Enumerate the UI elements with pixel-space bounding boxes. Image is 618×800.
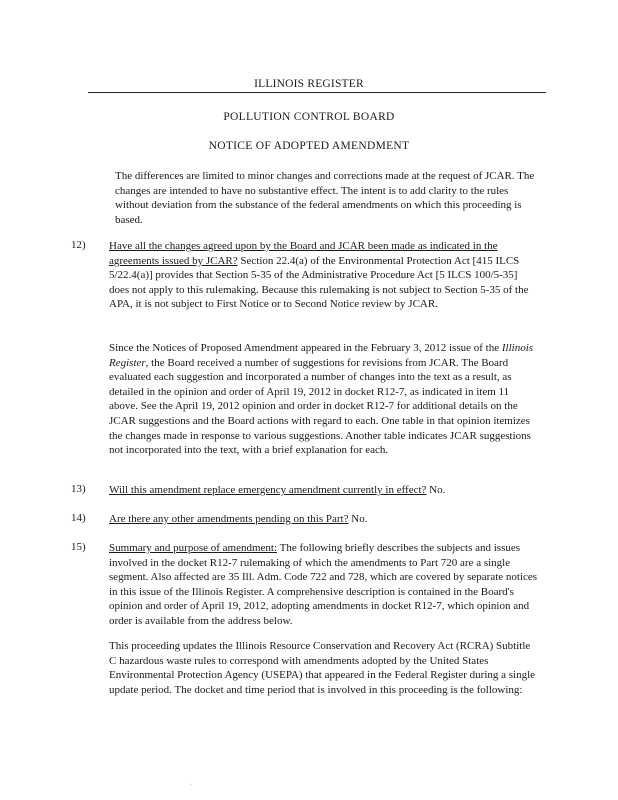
item-13-number: 13) [71, 483, 86, 495]
item-12-number: 12) [71, 239, 86, 251]
register-title: ILLINOIS REGISTER [250, 78, 368, 90]
item-15-label: Summary and purpose of amendment: [109, 542, 278, 554]
item-14-answer: No. [351, 513, 368, 525]
illinois-register-italic: Illinois Register [109, 342, 534, 369]
scan-speck: · [190, 782, 192, 788]
item-12-text [109, 239, 539, 312]
item-12-question: Have all the changes agreed upon by the Board and JCAR been made as indicated in the agreements issued by JCAR? [109, 240, 498, 267]
item-15-number: 15) [71, 541, 86, 553]
intro-paragraph: The differences are limited to minor changes and corrections made at the request of JCAR. The changes are intended to have no substantive effect. The intent is to add clarity to the rules without deviation from the substance of the federal amendments on which this proceeding is based. [115, 170, 535, 226]
item-12-paragraph-2 [109, 341, 539, 458]
item-14-question: Are there any other amendments pending on this Part? [109, 513, 349, 525]
item-15-text [109, 541, 539, 629]
item-14-text [109, 512, 539, 527]
item-15-paragraph-1: The following briefly describes the subjects and issues involved in the docket R12-7 rulemaking of which the amendments to Part 720 are a single segment. Also affected are 35 Ill. Adm. Code 722 and 728, which are covered by separate notices in this issue of the Illinois Register. A comprehensive description is contained in the Board's opinion and order of April 19, 2012, adopting amendments in docket R12-7, which opinion and order is available from the address below. [109, 542, 538, 627]
board-heading: POLLUTION CONTROL BOARD [223, 111, 395, 123]
register-header [0, 78, 618, 90]
item-13-answer: No. [429, 484, 446, 496]
item-12-para2-part-b: , the Board received a number of suggestions for revisions from JCAR. The Board evaluated each suggestion and incorporated a number of changes into the text as a result, as detailed in the opinion and order of April 19, 2012 in docket R12-7, as indicated in item 11 above. See the April 19, 2012 opinion and order in docket R12-7 for additional details on the JCAR suggestions and the Board actions with regard to each. One table in that opinion itemizes the changes made in response to various suggestions. Another table indicates JCAR suggestions not incorporated into the text, with a brief explanation for each. [109, 356, 531, 457]
notice-heading: NOTICE OF ADOPTED AMENDMENT [208, 140, 410, 152]
item-15-paragraph-2: This proceeding updates the Illinois Resource Conservation and Recovery Act (RCRA) Subtitle C hazardous waste rules to correspond with amendments adopted by the United States Environmental Protection Agency (USEPA) that appeared in the Federal Register during a single update period. The docket and time period that is involved in this proceeding is the following: [109, 640, 536, 696]
item-14-number: 14) [71, 512, 86, 524]
item-12-answer: Section 22.4(a) of the Environmental Protection Act [415 ILCS 5/22.4(a)] provides that Section 5-35 of the Administrative Procedure Act [5 ILCS 100/5-35] does not apply to this rulemaking. Because this rulemaking is not subject to Section 5-35 of the APA, it is not subject to First Notice or to Second Notice review by JCAR. [109, 254, 529, 311]
item-13-text [109, 483, 539, 498]
item-13-question: Will this amendment replace emergency amendment currently in effect? [109, 484, 427, 496]
item-12-para2-part-a: Since the Notices of Proposed Amendment appeared in the February 3, 2012 issue of the [109, 342, 502, 354]
